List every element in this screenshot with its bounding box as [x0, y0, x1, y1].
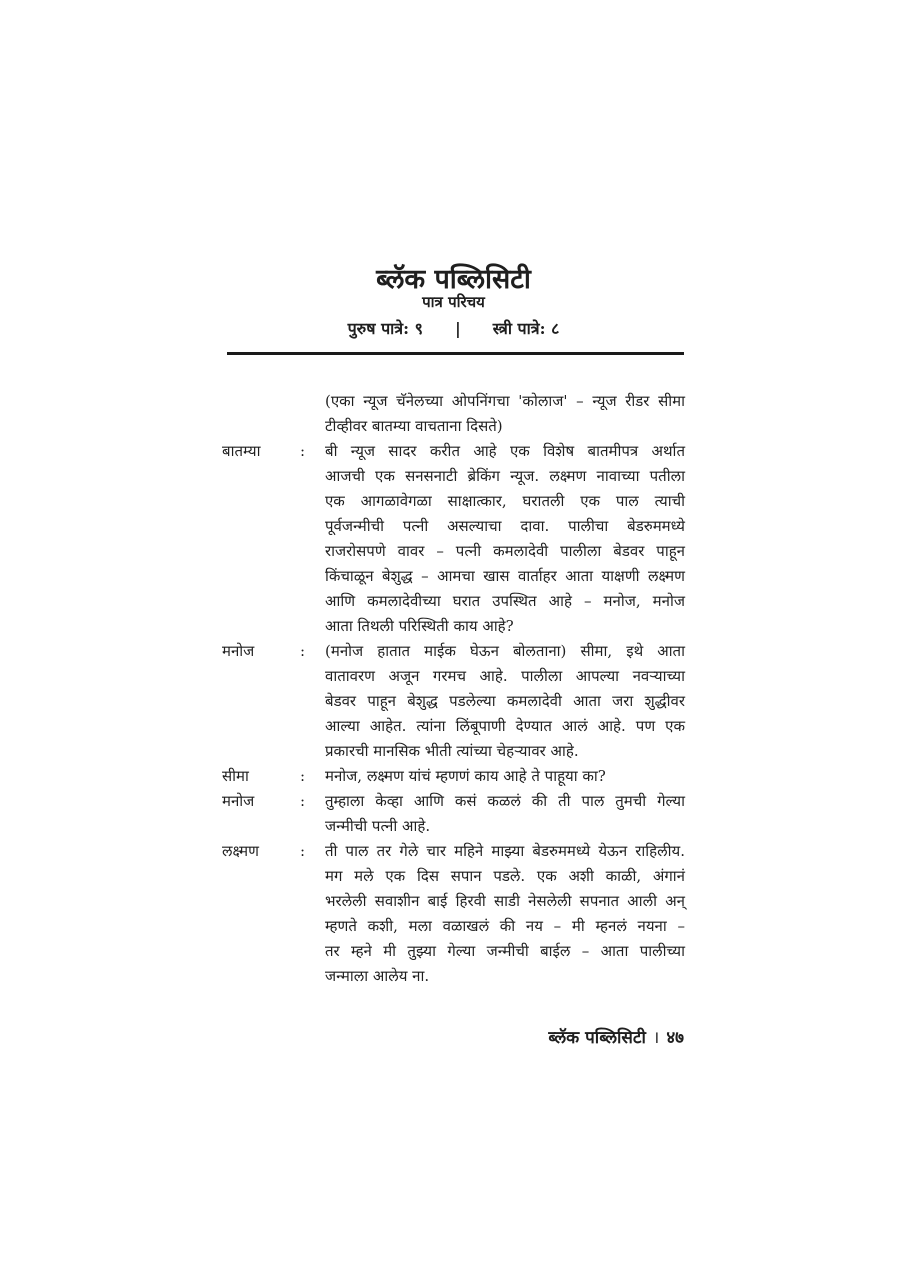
- male-cast-count: पुरुष पात्रे: ९: [347, 319, 423, 338]
- dialogue-line: किंचाळून बेशुद्ध – आमचा खास वार्ताहर आता याक्षणी लक्ष्मण: [325, 567, 685, 585]
- dialogue-block: [222, 439, 685, 639]
- dialogue-line: (एका न्यूज चॅनेलच्या ओपनिंगचा 'कोलाज' – न्यूज रीडर सीमा: [325, 392, 685, 410]
- speaker-name: सीमा: [222, 767, 249, 785]
- dialogue-line: पूर्वजन्मीची पत्नी असल्याचा दावा. पालीचा बेडरुममध्ये: [325, 517, 685, 535]
- dialogue-line: जन्मीची पत्नी आहे.: [325, 817, 431, 835]
- dialogue-line: आल्या आहेत. त्यांना लिंबूपाणी देण्यात आलं आहे. पण एक: [325, 717, 685, 735]
- footer-separator: ।: [652, 1028, 660, 1048]
- dialogue-line: म्हणते कशी, मला वळाखलं की नय – मी म्हनलं नयना –: [325, 917, 685, 935]
- dialogue-line: तर म्हने मी तुझ्या गेल्या जन्मीची बाईल – आता पालीच्या: [325, 942, 685, 960]
- speaker-name: लक्ष्मण: [222, 842, 259, 860]
- dialogue-line: राजरोसपणे वावर – पत्नी कमलादेवी पालीला बेडवर पाहून: [325, 542, 685, 560]
- dialogue-lines: [325, 439, 685, 639]
- cast-intro-heading: पात्र परिचय: [422, 293, 485, 311]
- dialogue-line: जन्माला आलेय ना.: [325, 967, 430, 985]
- dialogue-list: [222, 389, 685, 989]
- dialogue-line: टीव्हीवर बातम्या वाचताना दिसते): [325, 417, 503, 435]
- dialogue-line: आता तिथली परिस्थिती काय आहे?: [325, 617, 514, 635]
- dialogue-block: [222, 764, 685, 789]
- speaker-colon: :: [300, 442, 306, 460]
- dialogue-line: मनोज, लक्ष्मण यांचं म्हणणं काय आहे ते पाहूया का?: [325, 767, 606, 785]
- dialogue-line: आणि कमलादेवीच्या घरात उपस्थित आहे – मनोज, मनोज: [325, 592, 685, 610]
- footer-book-title: ब्लॅक पब्लिसिटी: [548, 1028, 646, 1048]
- cast-separator: |: [454, 319, 461, 338]
- dialogue-block: [222, 839, 685, 989]
- dialogue-line: एक आगळावेगळा साक्षात्कार, घरातली एक पाल त्याची: [325, 492, 685, 510]
- dialogue-lines: [325, 389, 685, 439]
- female-cast-count: स्त्री पात्रे: ८: [492, 319, 560, 338]
- speaker-colon: :: [300, 767, 306, 785]
- dialogue-line: भरलेली सवाशीन बाई हिरवी साडी नेसलेली सपनात आली अन्: [325, 892, 685, 910]
- footer-page-number: ४७: [666, 1028, 684, 1048]
- speaker-name: [222, 389, 300, 439]
- dialogue-block: [222, 789, 685, 839]
- stage-direction-block: [222, 389, 685, 439]
- dialogue-line: ती पाल तर गेले चार महिने माझ्या बेडरुममध्ये येऊन राहिलीय.: [325, 842, 685, 860]
- speaker-colon: :: [300, 642, 306, 660]
- page-footer: [222, 1026, 684, 1050]
- dialogue-lines: [325, 789, 685, 839]
- speaker-colon: [300, 389, 325, 439]
- dialogue-line: तुम्हाला केव्हा आणि कसं कळलं की ती पाल तुमची गेल्या: [325, 792, 685, 810]
- speaker-name: मनोज: [222, 792, 255, 810]
- speaker-colon: :: [300, 842, 306, 860]
- dialogue-line: मग मले एक दिस सपान पडले. एक अशी काळी, अंगानं: [325, 867, 685, 885]
- dialogue-line: (मनोज हातात माईक घेऊन बोलताना) सीमा, इथे आता: [325, 642, 685, 660]
- dialogue-line: प्रकारची मानसिक भीती त्यांच्या चेहऱ्यावर आहे.: [325, 742, 579, 760]
- dialogue-lines: [325, 639, 685, 764]
- dialogue-lines: [325, 764, 685, 789]
- dialogue-line: बी न्यूज सादर करीत आहे एक विशेष बातमीपत्र अर्थात: [325, 442, 685, 460]
- speaker-name: बातम्या: [222, 442, 261, 460]
- dialogue-block: [222, 639, 685, 764]
- dialogue-line: आजची एक सनसनाटी ब्रेकिंग न्यूज. लक्ष्मण नावाच्या पतीला: [325, 467, 685, 485]
- dialogue-lines: [325, 839, 685, 989]
- header-rule: [227, 352, 684, 355]
- speaker-colon: :: [300, 792, 306, 810]
- dialogue-line: बेडवर पाहून बेशुद्ध पडलेल्या कमलादेवी आता जरा शुद्धीवर: [325, 692, 685, 710]
- cast-count-line: [222, 318, 685, 340]
- page-title: ब्लॅक पब्लिसिटी: [376, 264, 531, 296]
- speaker-name: मनोज: [222, 642, 255, 660]
- dialogue-line: वातावरण अजून गरमच आहे. पालीला आपल्या नवऱ्याच्या: [325, 667, 685, 685]
